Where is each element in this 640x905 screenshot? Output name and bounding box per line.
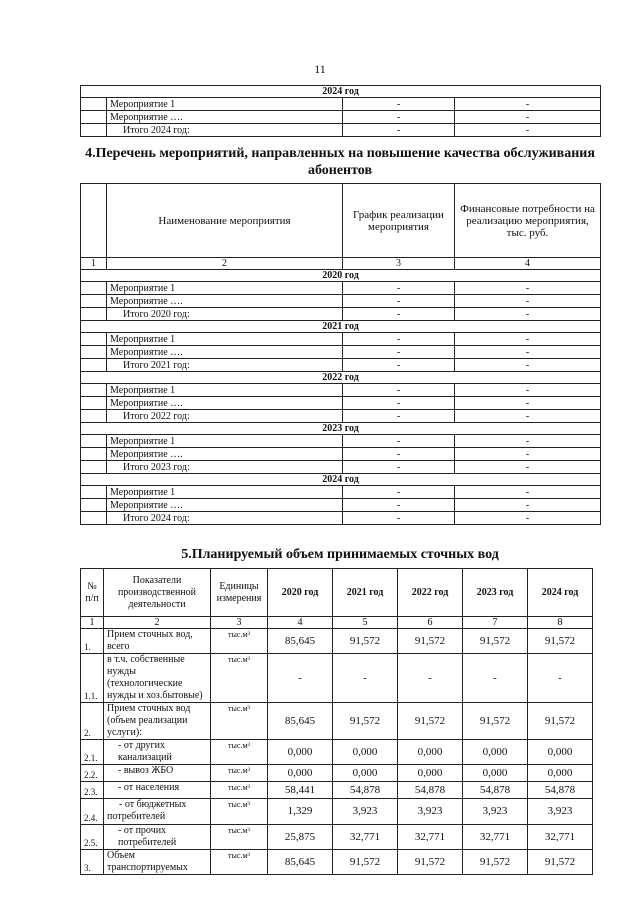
measure-name: Мероприятие 1 [107, 486, 343, 499]
row-blank [81, 397, 107, 410]
header-2021: 2021 год [333, 569, 398, 617]
value-2024: 91,572 [528, 703, 593, 740]
row-blank [81, 346, 107, 359]
value-2020: 1,329 [268, 799, 333, 825]
row-blank [81, 295, 107, 308]
unit-cell: тыс.м³ [211, 825, 268, 850]
page-number: 11 [314, 62, 326, 76]
finance-cell: - [455, 346, 601, 359]
finance-cell: - [455, 397, 601, 410]
finance-cell: - [455, 308, 601, 321]
year-row [81, 372, 601, 384]
value-2021: 91,572 [333, 850, 398, 875]
value-2022: 3,923 [398, 799, 463, 825]
schedule-cell: - [343, 499, 455, 512]
schedule-cell: - [343, 486, 455, 499]
finance-cell: - [455, 512, 601, 525]
value-2023: 54,878 [463, 782, 528, 799]
table-row [81, 111, 601, 124]
value-2022: - [398, 654, 463, 703]
measure-name: Мероприятие …. [107, 295, 343, 308]
finance-cell: - [455, 499, 601, 512]
table-row [81, 799, 593, 825]
measure-total: Итого 2023 год: [107, 461, 343, 474]
header-name: Наименование мероприятия [107, 184, 343, 258]
table-row [81, 308, 601, 321]
value-2021: 91,572 [333, 703, 398, 740]
row-number: 3. [81, 850, 104, 875]
value-2024: 32,771 [528, 825, 593, 850]
indicator-name: Прием сточных вод (объем реализации услуги): [104, 703, 211, 740]
value-2023: 91,572 [463, 629, 528, 654]
index-row: 1 2 3 4 5 6 7 8 [81, 617, 593, 629]
measure-total: Итого 2024 год: [107, 512, 343, 525]
section-4-title: 4.Перечень мероприятий, направленных на повышение качества обслуживания абонентов [85, 146, 595, 178]
header-num: № п/п [81, 569, 104, 617]
measures-table-continued [80, 85, 601, 137]
finance-cell: - [455, 448, 601, 461]
value-2023: 91,572 [463, 703, 528, 740]
indicator-name: - от прочих потребителей [104, 825, 211, 850]
row-number: 1. [81, 629, 104, 654]
finance-cell: - [455, 98, 601, 111]
header-2022: 2022 год [398, 569, 463, 617]
table-row [81, 98, 601, 111]
measure-name: Мероприятие …. [107, 397, 343, 410]
schedule-cell: - [343, 448, 455, 461]
year-label: 2023 год [81, 423, 601, 435]
value-2022: 54,878 [398, 782, 463, 799]
row-blank [81, 384, 107, 397]
value-2021: 54,878 [333, 782, 398, 799]
table-row [81, 740, 593, 765]
value-2023: 32,771 [463, 825, 528, 850]
value-2024: 0,000 [528, 740, 593, 765]
unit-cell: тыс.м³ [211, 850, 268, 875]
table-row [81, 346, 601, 359]
value-2022: 32,771 [398, 825, 463, 850]
schedule-cell: - [343, 512, 455, 525]
unit-cell: тыс.м³ [211, 782, 268, 799]
schedule-cell: - [343, 461, 455, 474]
value-2022: 91,572 [398, 703, 463, 740]
row-blank [81, 282, 107, 295]
value-2020: 85,645 [268, 629, 333, 654]
schedule-cell: - [343, 295, 455, 308]
unit-cell: тыс.м³ [211, 765, 268, 782]
schedule-cell: - [343, 435, 455, 448]
table-row [81, 359, 601, 372]
finance-cell: - [455, 124, 601, 137]
schedule-cell: - [343, 111, 455, 124]
table-row [81, 512, 601, 525]
unit-cell: тыс.м³ [211, 703, 268, 740]
table-row [81, 448, 601, 461]
value-2020: 58,441 [268, 782, 333, 799]
schedule-cell: - [343, 308, 455, 321]
value-2024: 91,572 [528, 850, 593, 875]
measure-total: Итого 2024 год: [107, 124, 343, 137]
table-row [81, 295, 601, 308]
header-2024: 2024 год [528, 569, 593, 617]
value-2024: 91,572 [528, 629, 593, 654]
value-2023: - [463, 654, 528, 703]
row-blank [81, 435, 107, 448]
year-row [81, 321, 601, 333]
section-5-title: 5.Планируемый объем принимаемых сточных вод [181, 547, 499, 562]
indicator-name: в т.ч. собственные нужды (технологические нужды и хоз.бытовые) [104, 654, 211, 703]
year-label: 2022 год [81, 372, 601, 384]
header-2020: 2020 год [268, 569, 333, 617]
header-schedule: График реализации мероприятия [343, 184, 455, 258]
row-number: 2.4. [81, 799, 104, 825]
row-blank [81, 512, 107, 525]
schedule-cell: - [343, 410, 455, 423]
unit-cell: тыс.м³ [211, 799, 268, 825]
finance-cell: - [455, 333, 601, 346]
index-row: 1 2 3 4 [81, 258, 601, 270]
schedule-cell: - [343, 282, 455, 295]
measure-name: Мероприятие 1 [107, 333, 343, 346]
table-row [81, 654, 593, 703]
finance-cell: - [455, 295, 601, 308]
unit-cell: тыс.м³ [211, 740, 268, 765]
year-label: 2021 год [81, 321, 601, 333]
value-2021: 0,000 [333, 765, 398, 782]
row-number: 1.1. [81, 654, 104, 703]
row-number: 2.2. [81, 765, 104, 782]
measure-name: Мероприятие …. [107, 448, 343, 461]
year-row [81, 423, 601, 435]
indicator-name: - от бюджетных потребителей [104, 799, 211, 825]
year-label: 2024 год [81, 86, 601, 98]
schedule-cell: - [343, 397, 455, 410]
row-blank [81, 461, 107, 474]
measure-name: Мероприятие 1 [107, 282, 343, 295]
header-indicator: Показатели производственной деятельности [104, 569, 211, 617]
schedule-cell: - [343, 333, 455, 346]
unit-cell: тыс.м³ [211, 654, 268, 703]
value-2020: 85,645 [268, 850, 333, 875]
table-row [81, 782, 593, 799]
year-row [81, 270, 601, 282]
row-blank [81, 410, 107, 423]
finance-cell: - [455, 486, 601, 499]
schedule-cell: - [343, 346, 455, 359]
header-unit: Единицы измерения [211, 569, 268, 617]
measure-name: Мероприятие …. [107, 111, 343, 124]
value-2024: 3,923 [528, 799, 593, 825]
table-row [81, 410, 601, 423]
value-2023: 0,000 [463, 765, 528, 782]
header-row [81, 569, 593, 617]
value-2021: - [333, 654, 398, 703]
table-row [81, 397, 601, 410]
table-row [81, 850, 593, 875]
finance-cell: - [455, 359, 601, 372]
value-2022: 0,000 [398, 740, 463, 765]
table-row [81, 124, 601, 137]
year-row [81, 474, 601, 486]
schedule-cell: - [343, 98, 455, 111]
table-row [81, 461, 601, 474]
value-2022: 91,572 [398, 850, 463, 875]
row-number: 2. [81, 703, 104, 740]
table-row [81, 499, 601, 512]
measure-name: Мероприятие 1 [107, 384, 343, 397]
row-blank [81, 486, 107, 499]
indicator-name: Прием сточных вод, всего [104, 629, 211, 654]
header-finance: Финансовые потребности на реализацию мероприятия, тыс. руб. [455, 184, 601, 258]
table-row [81, 384, 601, 397]
measure-name: Мероприятие 1 [107, 435, 343, 448]
indicator-name: - вывоз ЖБО [104, 765, 211, 782]
year-label: 2024 год [81, 474, 601, 486]
indicator-name: - от населения [104, 782, 211, 799]
value-2021: 3,923 [333, 799, 398, 825]
table-row [81, 765, 593, 782]
value-2022: 0,000 [398, 765, 463, 782]
schedule-cell: - [343, 359, 455, 372]
row-blank [81, 448, 107, 461]
table-row [81, 629, 593, 654]
measure-total: Итого 2022 год: [107, 410, 343, 423]
finance-cell: - [455, 461, 601, 474]
indicator-name: - от других канализаций [104, 740, 211, 765]
table-row [81, 333, 601, 346]
value-2021: 32,771 [333, 825, 398, 850]
year-row [81, 86, 601, 98]
unit-cell: тыс.м³ [211, 629, 268, 654]
header-2023: 2023 год [463, 569, 528, 617]
measure-total: Итого 2020 год: [107, 308, 343, 321]
finance-cell: - [455, 282, 601, 295]
finance-cell: - [455, 410, 601, 423]
row-blank [81, 359, 107, 372]
value-2020: 85,645 [268, 703, 333, 740]
value-2022: 91,572 [398, 629, 463, 654]
table-row [81, 435, 601, 448]
measure-name: Мероприятие …. [107, 346, 343, 359]
service-quality-measures-table [80, 183, 601, 525]
value-2020: 0,000 [268, 765, 333, 782]
value-2023: 3,923 [463, 799, 528, 825]
table-row [81, 703, 593, 740]
table-row [81, 282, 601, 295]
row-blank [81, 308, 107, 321]
value-2020: - [268, 654, 333, 703]
value-2021: 0,000 [333, 740, 398, 765]
measure-name: Мероприятие 1 [107, 98, 343, 111]
year-label: 2020 год [81, 270, 601, 282]
row-blank [81, 499, 107, 512]
wastewater-volume-table [80, 568, 593, 875]
value-2024: - [528, 654, 593, 703]
value-2024: 0,000 [528, 765, 593, 782]
measure-name: Мероприятие …. [107, 499, 343, 512]
value-2020: 0,000 [268, 740, 333, 765]
value-2021: 91,572 [333, 629, 398, 654]
measure-total: Итого 2021 год: [107, 359, 343, 372]
finance-cell: - [455, 384, 601, 397]
value-2020: 25,875 [268, 825, 333, 850]
row-number: 2.5. [81, 825, 104, 850]
finance-cell: - [455, 111, 601, 124]
row-number: 2.3. [81, 782, 104, 799]
table-row [81, 486, 601, 499]
indicator-name: Объем транспортируемых [104, 850, 211, 875]
value-2023: 0,000 [463, 740, 528, 765]
value-2024: 54,878 [528, 782, 593, 799]
row-blank [81, 333, 107, 346]
schedule-cell: - [343, 384, 455, 397]
finance-cell: - [455, 435, 601, 448]
schedule-cell: - [343, 124, 455, 137]
row-number: 2.1. [81, 740, 104, 765]
header-row [81, 184, 601, 258]
table-row [81, 825, 593, 850]
value-2023: 91,572 [463, 850, 528, 875]
